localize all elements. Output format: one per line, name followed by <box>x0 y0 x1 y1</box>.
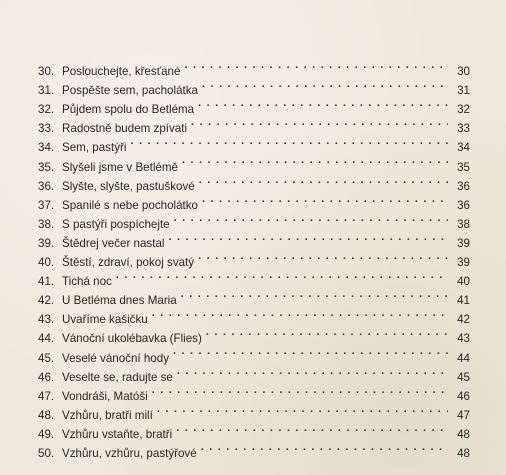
entry-number: 50. <box>38 446 55 460</box>
entry-number: 46. <box>38 370 55 384</box>
entry-number: 40. <box>38 256 55 270</box>
entry-number: 45. <box>38 351 55 365</box>
dot-leader <box>201 438 448 457</box>
entry-page-number: 47 <box>457 408 470 422</box>
entry-title: Vondráši, Matóši <box>62 389 148 403</box>
entry-number: 30. <box>38 65 55 79</box>
entry-number: 41. <box>38 275 55 289</box>
dot-leader <box>198 247 448 266</box>
entry-page-number: 35 <box>457 160 470 174</box>
dot-leader <box>116 266 448 285</box>
dot-leader <box>177 362 448 381</box>
entry-title: Tichá noc <box>62 275 112 289</box>
dot-leader <box>157 400 448 419</box>
entry-title: Poslouchejte, křesťané <box>62 65 181 79</box>
dot-leader <box>173 342 448 361</box>
dot-leader <box>198 94 448 113</box>
entry-page-number: 39 <box>457 236 470 250</box>
entry-title: Slyšeli jsme v Betlémě <box>62 160 178 174</box>
entry-page-number: 36 <box>457 198 470 212</box>
dot-leader <box>152 381 448 400</box>
entry-title: Štědrej večer nastal <box>62 236 165 250</box>
dot-leader <box>176 419 448 438</box>
entry-title: Sem, pastýři <box>62 141 127 155</box>
entry-page-number: 44 <box>457 351 470 365</box>
entry-page-number: 36 <box>457 179 470 193</box>
entry-number: 48. <box>38 408 55 422</box>
entry-title: Vzhůru, vzhůru, pastýřové <box>62 446 197 460</box>
entry-number: 34. <box>38 141 55 155</box>
dot-leader <box>191 113 448 132</box>
entry-title: U Betléma dnes Maria <box>62 294 177 308</box>
dot-leader <box>181 285 448 304</box>
entry-title: Vánoční ukolébavka (Flies) <box>62 332 202 346</box>
dot-leader <box>199 171 448 190</box>
entry-number: 38. <box>38 217 55 231</box>
entry-title: Pospěšte sem, pacholátka <box>62 84 198 98</box>
entry-number: 39. <box>38 236 55 250</box>
entry-number: 32. <box>38 103 55 117</box>
entry-title: Veselé vánoční hody <box>62 351 169 365</box>
dot-leader <box>182 151 448 170</box>
dot-leader <box>202 75 448 94</box>
entry-page-number: 46 <box>457 389 470 403</box>
entry-title: Štěstí, zdraví, pokoj svatý <box>62 256 195 270</box>
entry-number: 42. <box>38 294 55 308</box>
entry-page-number: 32 <box>457 103 470 117</box>
entry-title: S pastýři pospíchejte <box>62 217 170 231</box>
entry-page-number: 31 <box>457 84 470 98</box>
entry-page-number: 48 <box>457 446 470 460</box>
table-of-contents <box>38 56 470 460</box>
dot-leader <box>130 132 448 151</box>
entry-page-number: 45 <box>457 370 470 384</box>
entry-page-number: 34 <box>457 141 470 155</box>
dot-leader <box>202 190 448 209</box>
entry-page-number: 43 <box>457 332 470 346</box>
entry-title: Uvaříme kašičku <box>62 313 148 327</box>
entry-number: 35. <box>38 160 55 174</box>
entry-title: Vzhůru, bratři milí <box>62 408 153 422</box>
entry-number: 37. <box>38 198 55 212</box>
entry-title: Spanilé s nebe pocholátko <box>62 198 199 212</box>
entry-title: Radostně budem zpívati <box>62 122 188 136</box>
toc-entry <box>38 56 470 79</box>
entry-page-number: 33 <box>457 122 470 136</box>
entry-number: 33. <box>38 122 55 136</box>
entry-title: Slyšte, slyšte, pastuškové <box>62 179 195 193</box>
dot-leader <box>152 304 448 323</box>
dot-leader <box>206 323 448 342</box>
entry-title: Veselte se, radujte se <box>62 370 173 384</box>
entry-page-number: 42 <box>457 313 470 327</box>
entry-page-number: 48 <box>457 427 470 441</box>
entry-number: 36. <box>38 179 55 193</box>
entry-title: Vzhůru vstaňte, bratři <box>62 427 173 441</box>
entry-number: 43. <box>38 313 55 327</box>
entry-page-number: 38 <box>457 217 470 231</box>
entry-page-number: 41 <box>457 294 470 308</box>
entry-number: 44. <box>38 332 55 346</box>
entry-page-number: 40 <box>457 275 470 289</box>
dot-leader <box>184 56 448 75</box>
entry-number: 47. <box>38 389 55 403</box>
entry-number: 49. <box>38 427 55 441</box>
dot-leader <box>174 209 448 228</box>
entry-page-number: 39 <box>457 256 470 270</box>
dot-leader <box>168 228 448 247</box>
entry-page-number: 30 <box>457 65 470 79</box>
entry-number: 31. <box>38 84 55 98</box>
entry-title: Půjdem spolu do Betléma <box>62 103 195 117</box>
